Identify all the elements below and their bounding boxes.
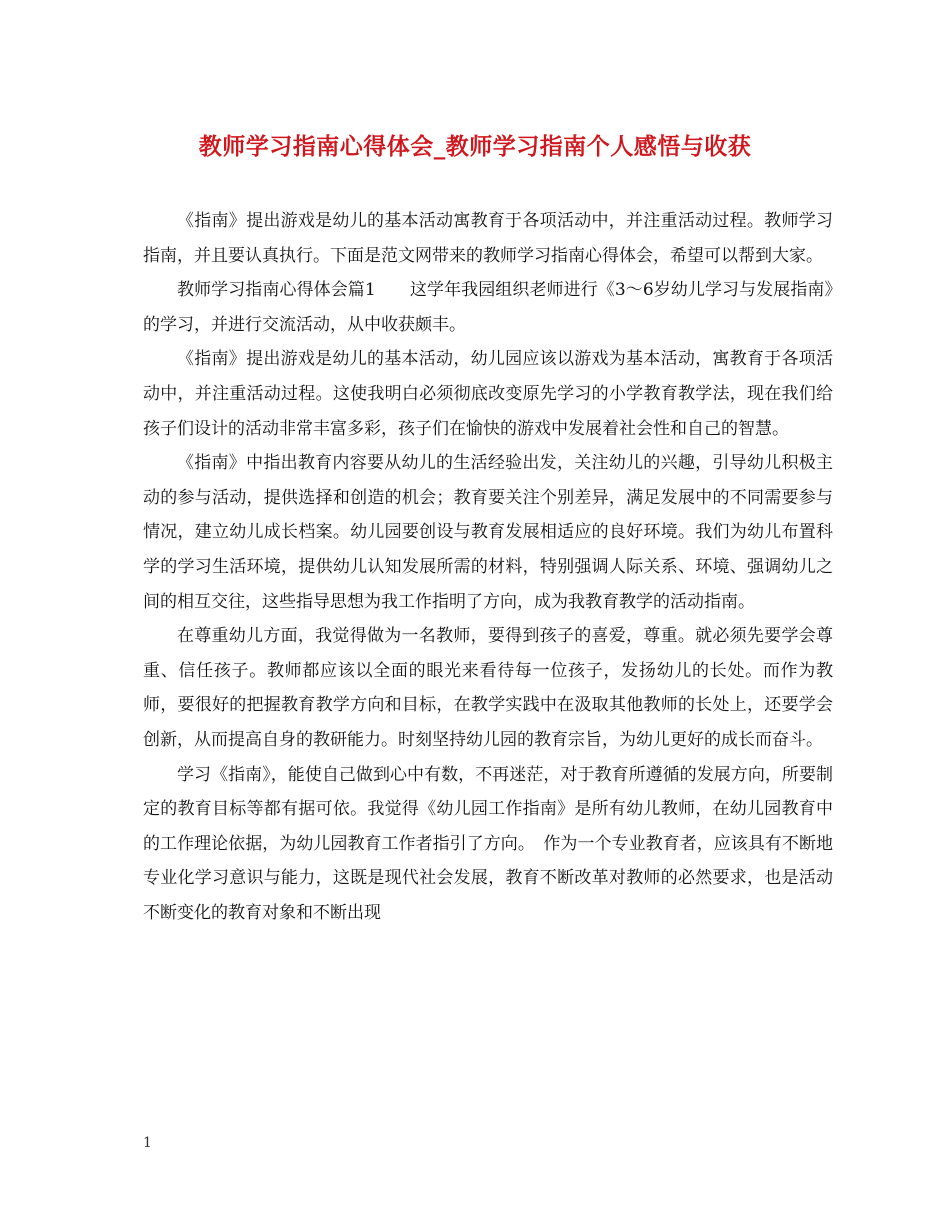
document-title: 教师学习指南心得体会_教师学习指南个人感悟与收获 bbox=[198, 133, 752, 160]
paragraph-respect: 在尊重幼儿方面，我觉得做为一名教师，要得到孩子的喜爱，尊重。就必须先要学会尊重、信任孩子。教师都应该以全面的眼光来看待每一位孩子，发扬幼儿的长处。而作为教师，要很好的把握教育教学方向和目标，在教学实践中在汲取其他教师的长处上，还要学会创新，从而提高自身的教研能力。时刻坚持幼儿园的教育宗旨，为幼儿更好的成长而奋斗。 bbox=[143, 626, 833, 750]
paragraph-intro: 《指南》提出游戏是幼儿的基本活动寓教育于各项活动中，并注重活动过程。教师学习指南，并且要认真执行。下面是范文网带来的教师学习指南心得体会，希望可以帮到大家。 bbox=[143, 211, 833, 266]
paragraph-study: 学习《指南》，能使自己做到心中有数，不再迷茫，对于教育所遵循的发展方向，所要制定的教育目标等都有据可依。我觉得《幼儿园工作指南》是所有幼儿教师，在幼儿园教育中的工作理论依据，为幼儿园教育工作者指引了方向。 作为一个专业教育者，应该具有不断地专业化学习意识与能力，这既是现代社会发展，教育不断改革对教师的必然要求，也是活动不断变化的教育对象和不断出现 bbox=[143, 764, 833, 923]
paragraph-games: 《指南》提出游戏是幼儿的基本活动，幼儿园应该以游戏为基本活动，寓教育于各项活动中，并注重活动过程。这使我明白必须彻底改变原先学习的小学教育教学法，现在我们给孩子们设计的活动非常丰富多彩，孩子们在愉快的游戏中发展着社会性和自己的智慧。 bbox=[143, 349, 833, 439]
paragraph-content: 《指南》中指出教育内容要从幼儿的生活经验出发，关注幼儿的兴趣，引导幼儿积极主动的参与活动，提供选择和创造的机会；教育要关注个别差异，满足发展中的不同需要参与情况，建立幼儿成长档案。幼儿园要创设与教育发展相适应的良好环境。我们为幼儿布置科学的学习生活环境，提供幼儿认知发展所需的材料，特别强调人际关系、环境、强调幼儿之间的相互交往，这些指导思想为我工作指明了方向，成为我教育教学的活动指南。 bbox=[143, 453, 833, 612]
document-body bbox=[143, 204, 833, 930]
paragraph-section-1: 教师学习指南心得体会篇1 这学年我园组织老师进行《3～6岁幼儿学习与发展指南》的学习，并进行交流活动，从中收获颇丰。 bbox=[143, 280, 833, 335]
page-number: 1 bbox=[143, 1135, 152, 1151]
